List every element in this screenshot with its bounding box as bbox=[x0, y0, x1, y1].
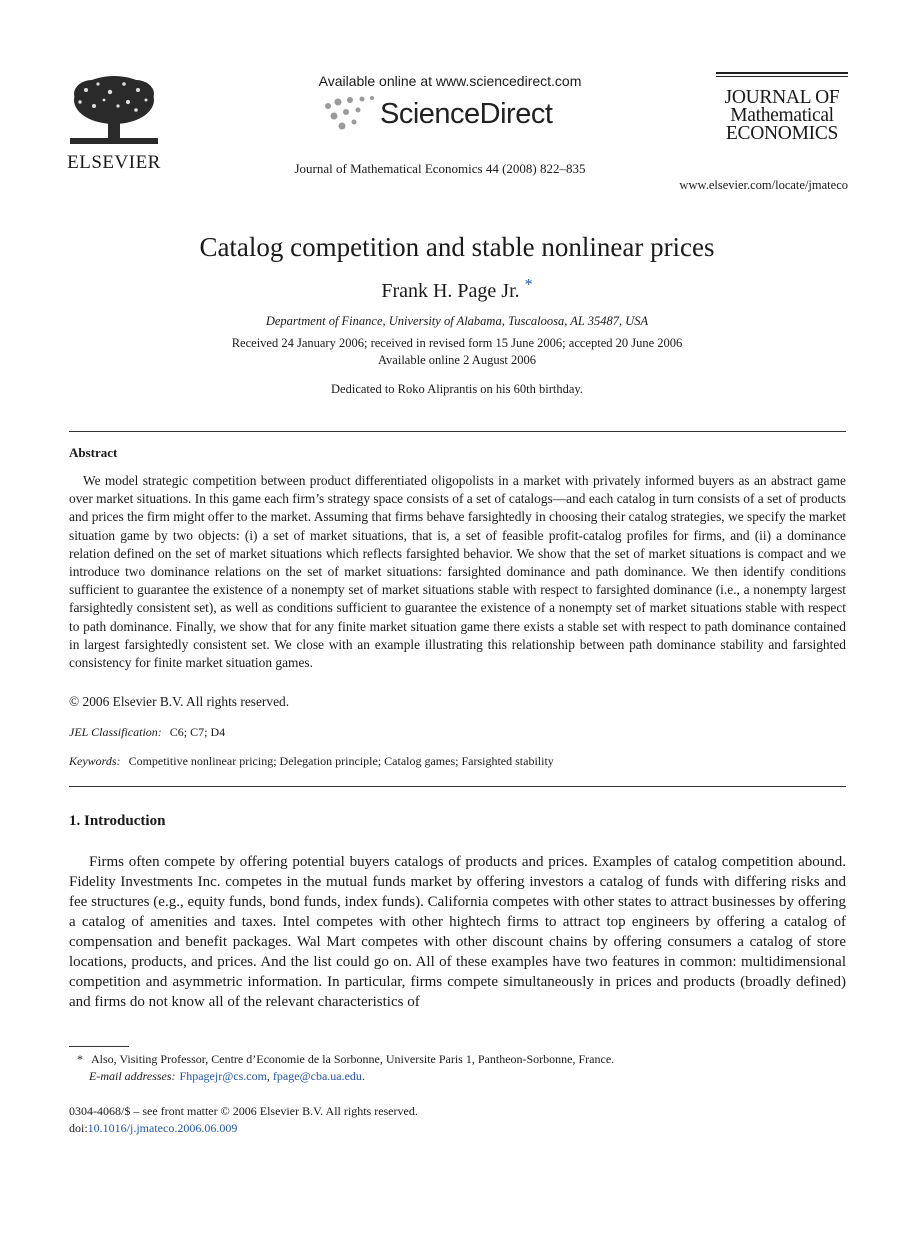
journal-url[interactable]: www.elsevier.com/locate/jmateco bbox=[679, 178, 848, 192]
abstract-heading: Abstract bbox=[69, 445, 118, 460]
keywords bbox=[69, 754, 554, 769]
available-online-text: Available online at www.sciencedirect.com bbox=[318, 73, 582, 89]
email-footnote bbox=[89, 1069, 365, 1084]
author-name: Frank H. Page Jr. bbox=[381, 280, 520, 302]
elsevier-tree-icon bbox=[66, 72, 162, 150]
received-dates: Received 24 January 2006; received in revised form 15 June 2006; accepted 20 June 2006 bbox=[231, 336, 683, 350]
jel-codes: C6; C7; D4 bbox=[169, 725, 226, 739]
journal-title-rule bbox=[716, 72, 848, 74]
dedication: Dedicated to Roko Aliprantis on his 60th birthday. bbox=[331, 382, 583, 396]
divider bbox=[69, 786, 846, 787]
section-heading: 1. Introduction bbox=[69, 813, 166, 829]
doi-link[interactable]: 10.1016/j.jmateco.2006.06.009 bbox=[87, 1121, 238, 1135]
available-online-date: Available online 2 August 2006 bbox=[377, 353, 537, 367]
journal-title-line: JOURNAL OF bbox=[724, 87, 840, 108]
journal-title-line: ECONOMICS bbox=[725, 123, 839, 144]
section-paragraph: Firms often compete by offering potential buyers catalogs of products and prices. Examples of catalog competition abound. Fidelity Investments Inc. competes in the mutual funds market by offering investors a catalog of funds with differing risks and fee structures (e.g., equity funds, bond funds, index funds). California competes with other states to attract businesses by offering a catalog of amenities and taxes. Intel competes with other hightech firms to attract top engineers by offering a catalog of compensation and benefit packages. Wal Mart competes with other discount chains by offering consumers a catalog of store locations, products, and prices. And the list could go on. All of these examples have two features in common: multidimensional competition and asymmetric information. In particular, firms compete simultaneously in prices and products (broadly defined) and firms do not know all of the relevant characteristics of bbox=[69, 854, 846, 1010]
elsevier-logo bbox=[66, 72, 162, 176]
sciencedirect-dots-icon bbox=[322, 94, 378, 134]
footnote-rule bbox=[69, 1046, 129, 1047]
email-end: . bbox=[361, 1069, 365, 1083]
doi-label: doi: bbox=[69, 1121, 88, 1135]
footnote-mark: * bbox=[77, 1052, 83, 1066]
author-footnote-mark[interactable]: * bbox=[524, 276, 533, 294]
elsevier-wordmark: ELSEVIER bbox=[67, 152, 161, 173]
keywords-list: Competitive nonlinear pricing; Delegation principle; Catalog games; Farsighted stability bbox=[128, 754, 554, 768]
journal-reference: Journal of Mathematical Economics 44 (2008) 822–835 bbox=[294, 161, 586, 176]
journal-title bbox=[716, 89, 848, 143]
footnote-text: Also, Visiting Professor, Centre d’Economie de la Sorbonne, Universite Paris 1, Pantheon-Sorbonne, France. bbox=[91, 1052, 615, 1066]
abstract-text: We model strategic competition between product differentiated oligopolists in a market with privately informed buyers as an abstract game over market situations. In this game each firm’s strategy space consists of a set of catalogs—and each catalog in turn consists of a set of products and prices the firm might offer to the market. Assuming that firms behave farsightedly in choosing their catalog strategies, we specify the market situation game by two objects: (i) a set of market situations, that is, a set of feasible profit-catalog profiles for firms, and (ii) a dominance relation defined on the set of market situations which reflects farsighted behavior. We show that the set of market situations is compact and we introduce two dominance relations on the set of market situations: farsighted dominance and path dominance. We then identify conditions sufficient to guarantee the existence of a nonempty set of market situations stable with respect to farsighted dominance (i.e., a nonempty largest farsightedly consistent set), as well as conditions sufficient to guarantee the existence of a nonempty set of market situations stable with respect to path dominance. Finally, we show that for any finite market situation game there exists a stable set with respect to path dominance contained in largest farsightedly consistent set. We close with an example illustrating this relationship between path dominance stability and farsighted consistency for finite market situation games. bbox=[69, 473, 846, 671]
copyright-notice: © 2006 Elsevier B.V. All rights reserved. bbox=[69, 694, 290, 709]
sciencedirect-logo bbox=[322, 94, 562, 136]
email-separator: , bbox=[266, 1069, 273, 1083]
keywords-label: Keywords: bbox=[69, 754, 121, 768]
paper-title: Catalog competition and stable nonlinear prices bbox=[199, 232, 715, 262]
jel-classification bbox=[69, 725, 225, 740]
email-label: E-mail addresses: bbox=[89, 1069, 176, 1083]
journal-title-box bbox=[716, 72, 848, 143]
sciencedirect-wordmark: ScienceDirect bbox=[380, 98, 553, 130]
email-link[interactable]: fpage@cba.ua.edu bbox=[272, 1069, 362, 1083]
doi-line bbox=[69, 1121, 237, 1136]
divider bbox=[69, 431, 846, 432]
email-link[interactable]: Fhpagejr@cs.com bbox=[179, 1069, 267, 1083]
author-line bbox=[60, 276, 854, 303]
journal-title-line: Mathematical bbox=[730, 105, 834, 126]
jel-label: JEL Classification: bbox=[69, 725, 162, 739]
issn-line: 0304-4068/$ – see front matter © 2006 Elsevier B.V. All rights reserved. bbox=[69, 1104, 418, 1118]
footnote bbox=[69, 1052, 614, 1067]
journal-title-rule bbox=[716, 76, 848, 77]
affiliation: Department of Finance, University of Alabama, Tuscaloosa, AL 35487, USA bbox=[265, 314, 649, 328]
